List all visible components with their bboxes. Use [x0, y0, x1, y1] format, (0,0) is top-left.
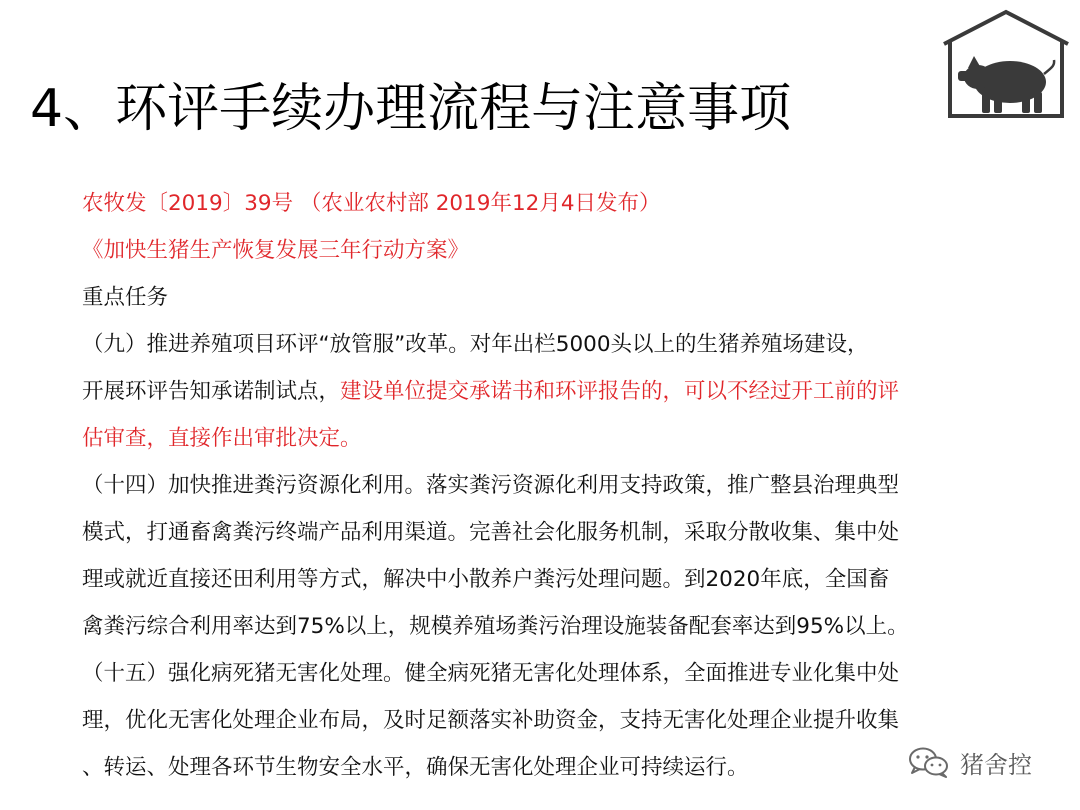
task-text: 开展环评告知承诺制试点， [82, 379, 341, 404]
task-item-15 [82, 650, 1012, 791]
task-line [82, 368, 1012, 415]
task-line: 理或就近直接还田利用等方式，解决中小散养户粪污处理问题。到2020年底，全国畜 [82, 567, 890, 592]
section-heading: 重点任务 [82, 285, 169, 310]
task-item-9 [82, 321, 1012, 462]
watermark-text: 猪舍控 [960, 750, 1032, 779]
task-line: （十五）强化病死猪无害化处理。健全病死猪无害化处理体系，全面推进专业化集中处 [82, 661, 900, 686]
document-reference: 农牧发〔2019〕39号 （农业农村部 2019年12月4日发布） [82, 191, 661, 216]
task-line: （九）推进养殖项目环评“放管服”改革。对年出栏5000头以上的生猪养殖场建设， [82, 332, 869, 357]
task-item-14 [82, 462, 1012, 650]
watermark [908, 742, 1032, 782]
task-line: 、转运、处理各环节生物安全水平，确保无害化处理企业可持续运行。 [82, 755, 749, 780]
wechat-icon [908, 746, 950, 778]
task-line: （十四）加快推进粪污资源化利用。落实粪污资源化利用支持政策，推广整县治理典型 [82, 473, 900, 498]
slide-body [82, 180, 1012, 791]
task-line: 模式，打通畜禽粪污终端产品利用渠道。完善社会化服务机制，采取分散收集、集中处 [82, 520, 900, 545]
highlighted-text: 估审查，直接作出审批决定。 [82, 426, 362, 451]
document-title: 《加快生猪生产恢复发展三年行动方案》 [82, 238, 470, 263]
highlighted-text: 建设单位提交承诺书和环评报告的，可以不经过开工前的评 [340, 379, 900, 404]
slide-title: 4、环评手续办理流程与注意事项 [30, 79, 792, 139]
task-line: 禽粪污综合利用率达到75%以上，规模养殖场粪污治理设施装备配套率达到95%以上。 [82, 614, 909, 639]
pig-house-icon [938, 8, 1074, 120]
task-line: 理，优化无害化处理企业布局，及时足额落实补助资金，支持无害化处理企业提升收集 [82, 708, 900, 733]
